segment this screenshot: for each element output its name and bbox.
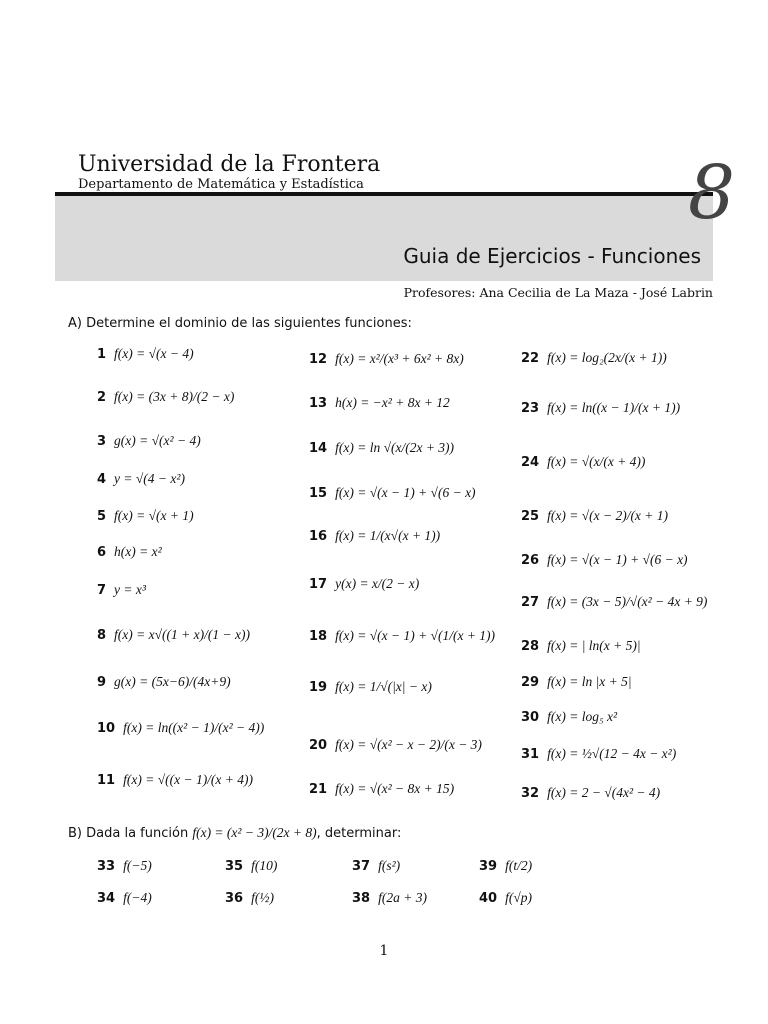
exercise-number: 38 bbox=[352, 890, 371, 906]
exercise-function: f(10) bbox=[251, 858, 278, 873]
exercise-number: 8 bbox=[97, 627, 107, 643]
exercise-14 bbox=[309, 437, 454, 459]
exercise-number: 32 bbox=[521, 785, 540, 801]
exercise-function: f(x) = ln √(x/(2x + 3)) bbox=[335, 440, 455, 455]
exercise-function: y = √(4 − x²) bbox=[114, 471, 185, 486]
exercise-5 bbox=[97, 505, 194, 527]
exercise-function: f(x) = ln((x² − 1)/(x² − 4)) bbox=[123, 720, 265, 735]
exercise-number: 12 bbox=[309, 351, 328, 367]
exercise-function: f(x) = ln |x + 5| bbox=[547, 674, 632, 689]
exercise-function: f(x) = √(x − 1) + √(6 − x) bbox=[547, 552, 688, 567]
exercise-25 bbox=[521, 505, 668, 527]
exercise-function: f(x) = ½√(12 − 4x − x²) bbox=[547, 746, 677, 761]
exercise-function: y = x³ bbox=[114, 582, 146, 597]
exercise-number: 36 bbox=[225, 890, 244, 906]
exercise-number: 25 bbox=[521, 508, 540, 524]
exercise-number: 24 bbox=[521, 454, 540, 470]
title-banner bbox=[55, 196, 713, 281]
exercise-number: 11 bbox=[97, 772, 116, 788]
exercise-22 bbox=[521, 347, 667, 369]
exercise-number: 23 bbox=[521, 400, 540, 416]
exercise-number: 39 bbox=[479, 858, 498, 874]
exercise-number: 37 bbox=[352, 858, 371, 874]
exercise-number: 7 bbox=[97, 582, 107, 598]
exercise-function: h(x) = x² bbox=[114, 544, 162, 559]
exercise-function: f(x) = √(x² − 8x + 15) bbox=[335, 781, 455, 796]
exercise-number: 20 bbox=[309, 737, 328, 753]
exercise-19 bbox=[309, 676, 432, 698]
exercise-1 bbox=[97, 343, 194, 365]
exercise-function: f(x) = √(x − 2)/(x + 1) bbox=[547, 508, 669, 523]
exercise-function: f(−5) bbox=[123, 858, 152, 873]
exercise-17 bbox=[309, 573, 419, 595]
exercise-number: 35 bbox=[225, 858, 244, 874]
exercise-6 bbox=[97, 541, 162, 563]
exercise-28 bbox=[521, 635, 641, 657]
exercise-15 bbox=[309, 482, 476, 504]
exercise-function: f(x) = √(x − 1) + √(1/(x + 1)) bbox=[335, 628, 496, 643]
exercise-number: 4 bbox=[97, 471, 107, 487]
exercise-function: f(x) = 1/(x√(x + 1)) bbox=[335, 528, 441, 543]
exercise-30 bbox=[521, 706, 617, 728]
exercise-32 bbox=[521, 782, 660, 804]
university-name: Universidad de la Frontera bbox=[78, 152, 381, 177]
exercise-number: 28 bbox=[521, 638, 540, 654]
exercise-function: f(x) = (3x + 8)/(2 − x) bbox=[114, 389, 235, 404]
exercise-number: 21 bbox=[309, 781, 328, 797]
exercise-function: f(x) = √((x − 1)/(x + 4)) bbox=[123, 772, 254, 787]
section-a-label: A) bbox=[68, 316, 82, 331]
exercise-function: f(2a + 3) bbox=[378, 890, 427, 905]
exercise-23 bbox=[521, 397, 680, 419]
exercise-16 bbox=[309, 525, 440, 547]
exercise-18 bbox=[309, 625, 495, 647]
exercise-9 bbox=[97, 671, 231, 693]
exercise-4 bbox=[97, 468, 185, 490]
exercise-function: f(x) = 1/√(|x| − x) bbox=[335, 679, 432, 694]
exercise-8 bbox=[97, 624, 250, 646]
exercise-function: f(x) = √(x² − x − 2)/(x − 3) bbox=[335, 737, 482, 752]
section-b-function: f(x) = (x² − 3)/(2x + 8) bbox=[192, 825, 317, 840]
exercise-number: 5 bbox=[97, 508, 107, 524]
exercise-function: f(x) = x√((1 + x)/(1 − x)) bbox=[114, 627, 250, 642]
exercise-26 bbox=[521, 549, 688, 571]
exercise-2 bbox=[97, 386, 234, 408]
section-a-instruction: Determine el dominio de las siguientes funciones: bbox=[86, 316, 412, 331]
section-a-heading bbox=[68, 316, 412, 331]
exercise-number: 19 bbox=[309, 679, 328, 695]
exercise-function: f(½) bbox=[251, 890, 274, 905]
guide-number: 8 bbox=[688, 150, 736, 236]
exercise-36 bbox=[225, 887, 274, 909]
exercise-number: 27 bbox=[521, 594, 540, 610]
exercise-number: 10 bbox=[97, 720, 116, 736]
department-name: Departamento de Matemática y Estadística bbox=[78, 177, 364, 192]
exercise-number: 29 bbox=[521, 674, 540, 690]
exercise-number: 33 bbox=[97, 858, 116, 874]
exercise-number: 9 bbox=[97, 674, 107, 690]
exercise-function: y(x) = x/(2 − x) bbox=[335, 576, 420, 591]
exercise-40 bbox=[479, 887, 532, 909]
exercise-function: f(x) = ln((x − 1)/(x + 1)) bbox=[547, 400, 681, 415]
exercise-33 bbox=[97, 855, 152, 877]
section-b-instruction: Dada la función bbox=[86, 825, 189, 841]
exercise-29 bbox=[521, 671, 632, 693]
exercise-13 bbox=[309, 392, 450, 414]
exercise-35 bbox=[225, 855, 277, 877]
exercise-11 bbox=[97, 769, 253, 791]
exercise-number: 40 bbox=[479, 890, 498, 906]
exercise-10 bbox=[97, 717, 264, 739]
exercise-function: f(x) = x²/(x³ + 6x² + 8x) bbox=[335, 351, 464, 366]
exercise-21 bbox=[309, 778, 454, 800]
section-b-instruction-end: , determinar: bbox=[316, 825, 402, 841]
exercise-12 bbox=[309, 348, 464, 370]
exercise-number: 16 bbox=[309, 528, 328, 544]
exercise-20 bbox=[309, 734, 482, 756]
exercise-number: 6 bbox=[97, 544, 107, 560]
exercise-number: 30 bbox=[521, 709, 540, 725]
exercise-7 bbox=[97, 579, 146, 601]
exercise-34 bbox=[97, 887, 152, 909]
guide-title: Guia de Ejercicios - Funciones bbox=[403, 244, 701, 268]
page-number: 1 bbox=[379, 943, 389, 959]
exercise-number: 1 bbox=[97, 346, 107, 362]
exercise-number: 3 bbox=[97, 433, 107, 449]
exercise-24 bbox=[521, 451, 645, 473]
exercise-number: 18 bbox=[309, 628, 328, 644]
exercise-number: 26 bbox=[521, 552, 540, 568]
professors-line: Profesores: Ana Cecilia de La Maza - José Labrin bbox=[403, 285, 713, 300]
exercise-number: 2 bbox=[97, 389, 107, 405]
exercise-function: g(x) = √(x² − 4) bbox=[114, 433, 201, 448]
exercise-3 bbox=[97, 430, 201, 452]
exercise-function: f(x) = | ln(x + 5)| bbox=[547, 638, 641, 653]
exercise-38 bbox=[352, 887, 427, 909]
exercise-number: 15 bbox=[309, 485, 328, 501]
exercise-function: f(√p) bbox=[505, 890, 532, 905]
exercise-function: f(−4) bbox=[123, 890, 152, 905]
exercise-function: f(x) = log₂(2x/(x + 1)) bbox=[547, 350, 667, 365]
exercise-number: 13 bbox=[309, 395, 328, 411]
exercise-number: 31 bbox=[521, 746, 540, 762]
section-b-heading bbox=[68, 825, 401, 841]
exercise-number: 14 bbox=[309, 440, 328, 456]
exercise-function: g(x) = (5x−6)/(4x+9) bbox=[114, 674, 231, 689]
exercise-function: f(t/2) bbox=[505, 858, 533, 873]
exercise-function: f(x) = (3x − 5)/√(x² − 4x + 9) bbox=[547, 594, 708, 609]
exercise-number: 22 bbox=[521, 350, 540, 366]
exercise-27 bbox=[521, 591, 707, 613]
exercise-function: h(x) = −x² + 8x + 12 bbox=[335, 395, 450, 410]
exercise-function: f(s²) bbox=[378, 858, 401, 873]
exercise-function: f(x) = √(x − 4) bbox=[114, 346, 194, 361]
exercise-number: 34 bbox=[97, 890, 116, 906]
exercise-39 bbox=[479, 855, 532, 877]
exercise-function: f(x) = √(x − 1) + √(6 − x) bbox=[335, 485, 476, 500]
exercise-function: f(x) = √(x + 1) bbox=[114, 508, 194, 523]
exercise-37 bbox=[352, 855, 400, 877]
exercise-function: f(x) = log₅ x² bbox=[547, 709, 618, 724]
exercise-number: 17 bbox=[309, 576, 328, 592]
exercise-function: f(x) = 2 − √(4x² − 4) bbox=[547, 785, 661, 800]
exercise-function: f(x) = √(x/(x + 4)) bbox=[547, 454, 646, 469]
section-b-label: B) bbox=[68, 825, 82, 841]
exercise-31 bbox=[521, 743, 676, 765]
